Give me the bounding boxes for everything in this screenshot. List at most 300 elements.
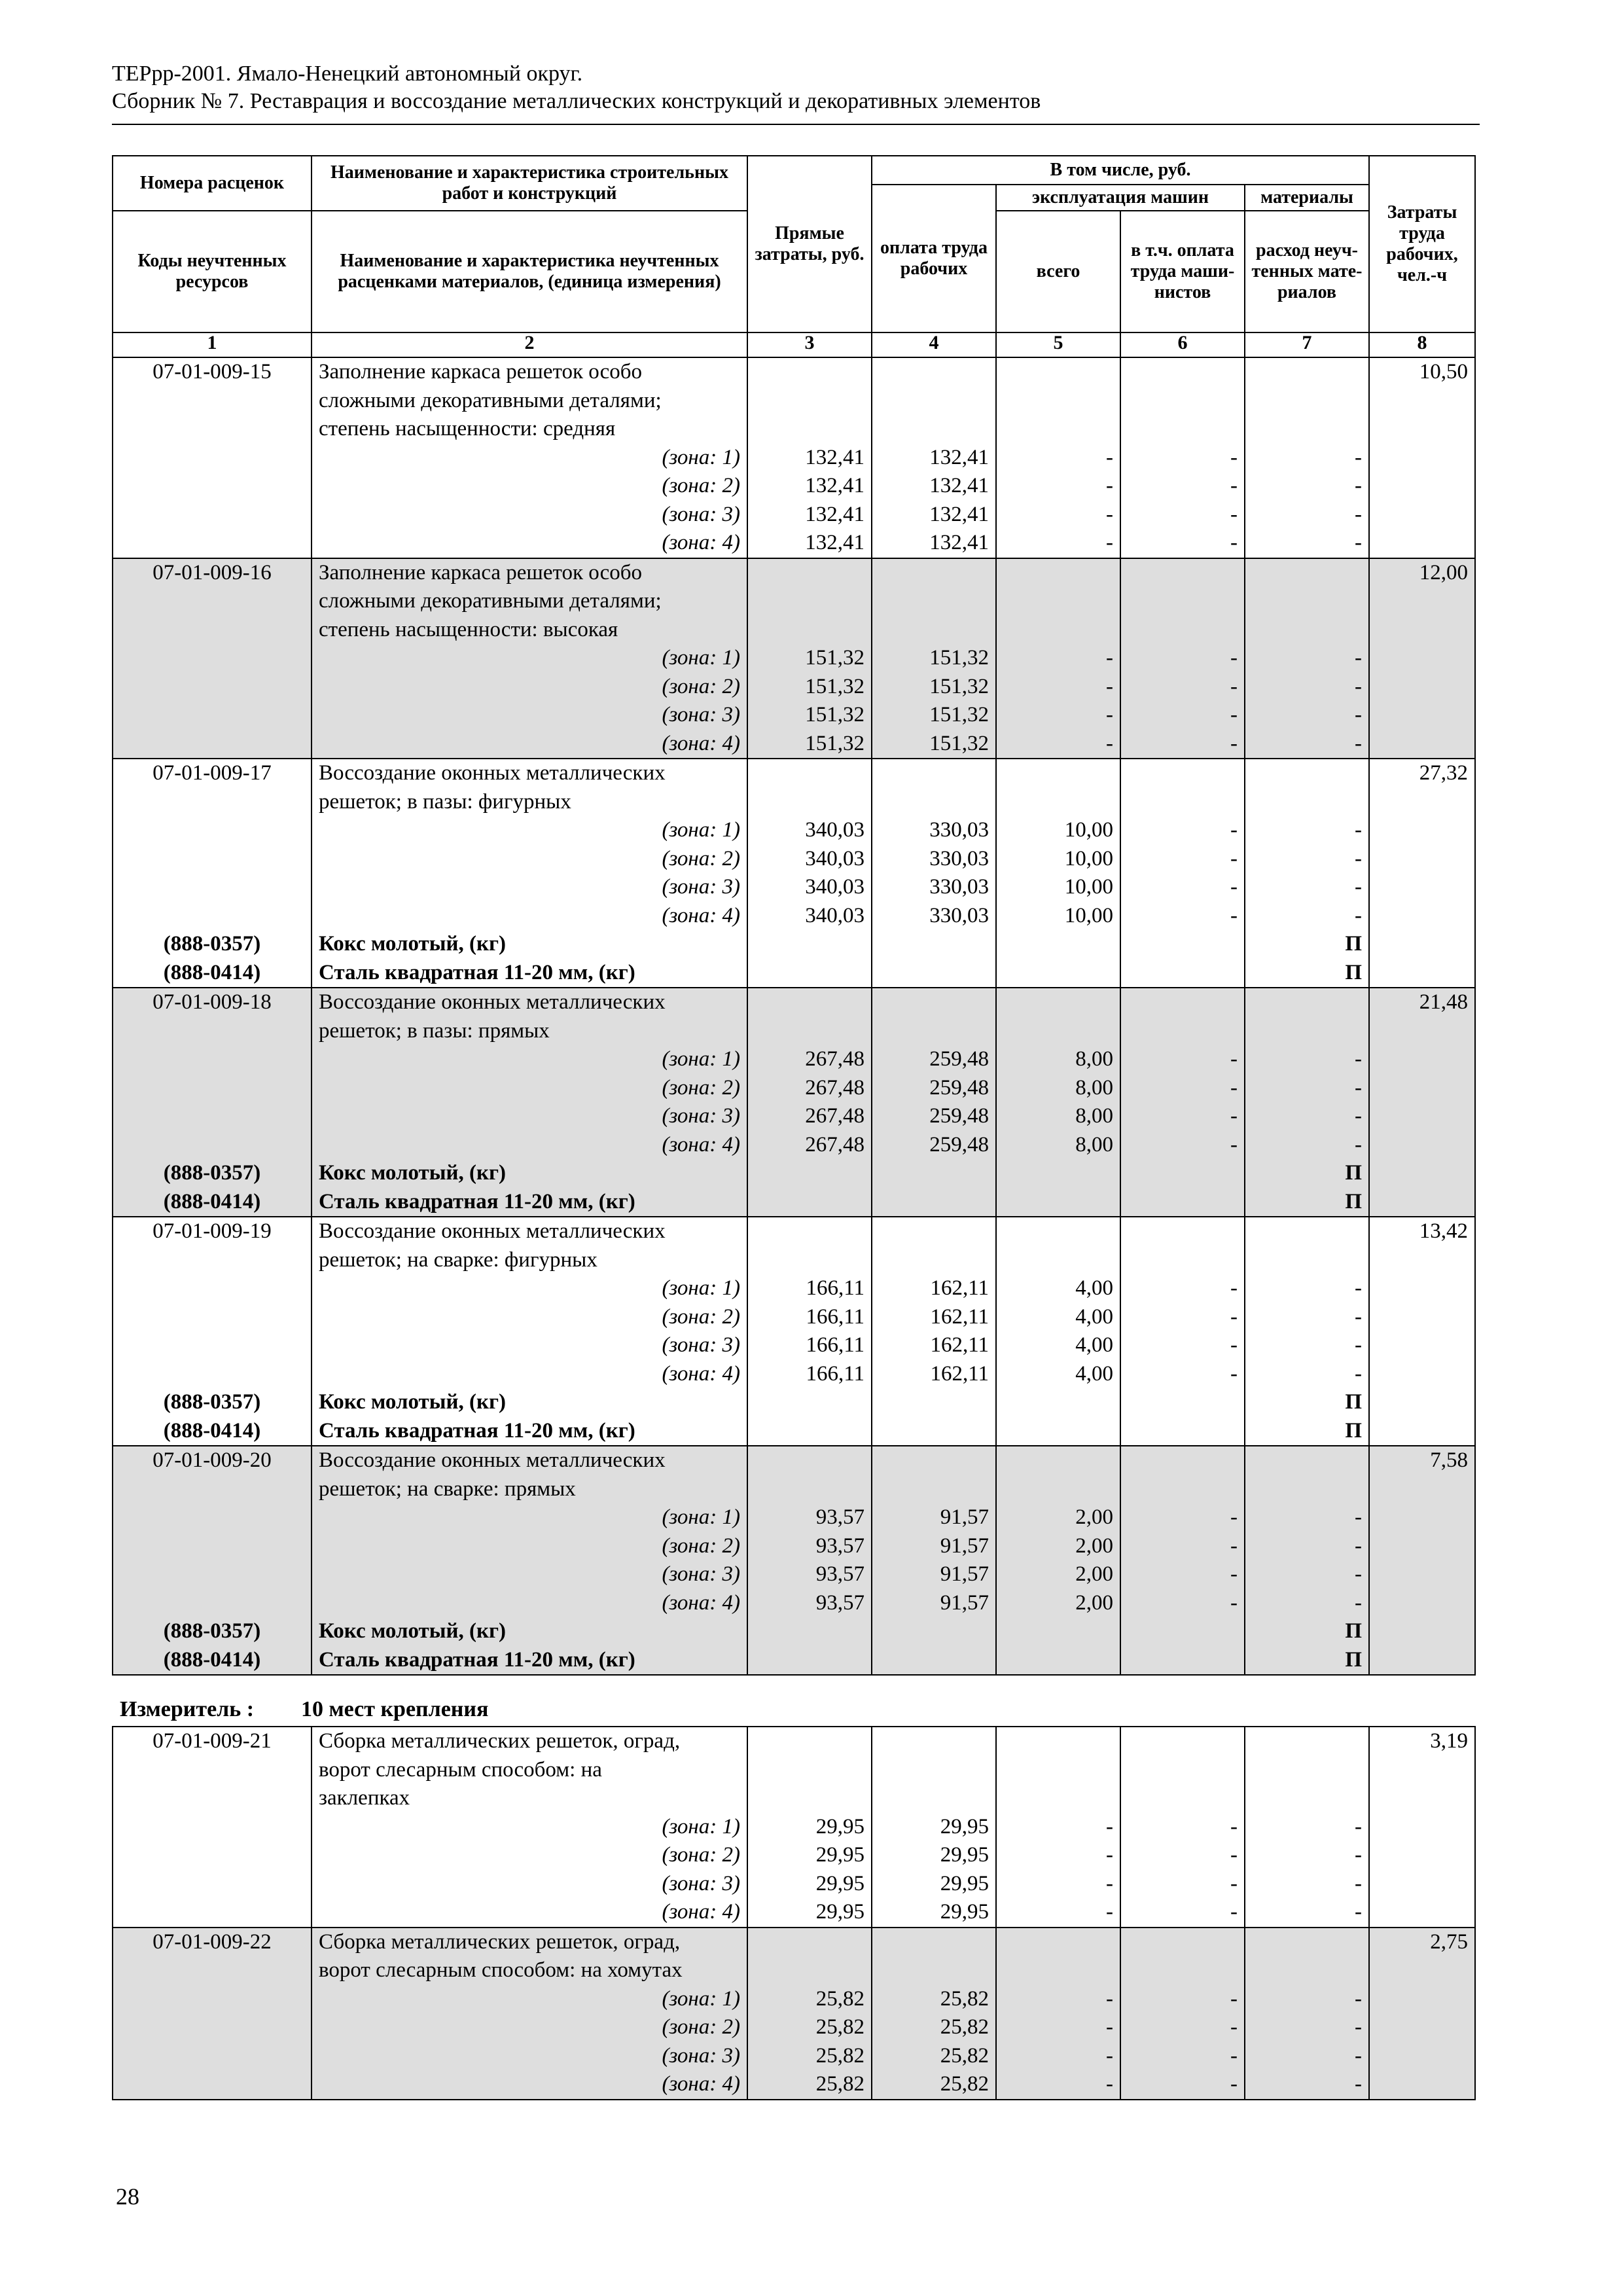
spacer <box>1252 1756 1362 1785</box>
rate-code: 07-01-009-19 <box>152 1219 272 1243</box>
rate-code: 07-01-009-15 <box>152 360 272 384</box>
spacer <box>879 387 989 416</box>
spacer <box>1128 387 1238 416</box>
spacer <box>755 1217 865 1246</box>
machine-total-cell <box>996 1928 1120 2100</box>
materials-value: - <box>1355 1562 1362 1586</box>
rate-description-line: Сборка металлических решеток, оград, <box>319 1729 681 1753</box>
machine-total-value: - <box>1106 1814 1113 1839</box>
spacer <box>1252 1446 1362 1475</box>
zone-label: (зона: 3) <box>662 1333 740 1357</box>
machine-total-value: 8,00 <box>1075 1047 1113 1071</box>
header-rule <box>112 124 1480 125</box>
labor-cost-cell <box>1369 1217 1475 1446</box>
zone-label: (зона: 2) <box>662 1534 740 1558</box>
spacer <box>1128 1727 1238 1756</box>
rate-description-line: ворот слесарным способом: на <box>319 1757 602 1782</box>
materials-value: - <box>1355 2072 1362 2096</box>
spacer <box>116 616 308 645</box>
materials-value: - <box>1355 1104 1362 1128</box>
materials-value: - <box>1355 1047 1362 1071</box>
materials-value: - <box>1355 1590 1362 1615</box>
rate-description-line: решеток; на сварке: прямых <box>319 1477 576 1501</box>
machine-labor-value: - <box>1230 445 1238 469</box>
resource-code: (888-0414) <box>163 960 261 984</box>
spacer <box>879 1217 989 1246</box>
col-number: 6 <box>1120 332 1245 357</box>
zone-label: (зона: 3) <box>662 502 740 526</box>
col-machine-op: эксплуатация машин <box>996 185 1245 211</box>
col-number: 3 <box>747 332 872 357</box>
materials-cell <box>1245 1217 1369 1446</box>
resource-mark: П <box>1345 960 1362 984</box>
rate-entry-row <box>113 988 1475 1217</box>
machine-labor-value: - <box>1230 1900 1238 1924</box>
page-number: 28 <box>116 2183 139 2210</box>
machine-labor-value: - <box>1230 531 1238 554</box>
spacer <box>1128 1784 1238 1813</box>
labor-cost-value: 7,58 <box>1430 1448 1468 1472</box>
zone-label: (зона: 4) <box>662 1900 740 1924</box>
spacer <box>879 587 989 616</box>
spacer <box>1003 358 1113 387</box>
rate-entry-row <box>113 357 1475 558</box>
machine-total-value: 4,00 <box>1075 1276 1113 1300</box>
direct-cost-value: 25,82 <box>815 2043 865 2068</box>
rate-code: 07-01-009-18 <box>152 990 272 1014</box>
direct-cost-value: 29,95 <box>815 1900 865 1924</box>
spacer <box>116 1985 308 2014</box>
machine-labor-value: - <box>1230 1075 1238 1100</box>
machine-total-value: 10,00 <box>1064 903 1113 927</box>
spacer <box>879 759 989 788</box>
rate-code: 07-01-009-16 <box>152 560 272 584</box>
resource-mark: П <box>1345 1418 1362 1443</box>
labor-pay-cell <box>872 759 996 988</box>
zone-label: (зона: 2) <box>662 846 740 870</box>
direct-cost-cell <box>747 1928 872 2100</box>
rate-code-cell <box>113 1217 312 1446</box>
zone-label: (зона: 3) <box>662 1104 740 1128</box>
machine-total-value: 2,00 <box>1075 1562 1113 1586</box>
labor-pay-value: 29,95 <box>940 1814 989 1839</box>
col-unaccounted-name: Наименование и характеристика неучтенных расценками материалов, (единица измерения) <box>312 211 747 332</box>
spacer <box>1252 759 1362 788</box>
col-number: 5 <box>996 332 1120 357</box>
col-number: 1 <box>113 332 312 357</box>
materials-cell <box>1245 1727 1369 1928</box>
labor-pay-cell <box>872 988 996 1217</box>
labor-pay-value: 25,82 <box>940 2043 989 2068</box>
spacer <box>755 415 865 444</box>
machine-total-value: 2,00 <box>1075 1590 1113 1615</box>
machine-total-value: - <box>1106 731 1113 755</box>
spacer <box>116 1274 308 1303</box>
materials-value: - <box>1355 445 1362 469</box>
spacer <box>755 1475 865 1504</box>
rate-description-line: ворот слесарным способом: на хомутах <box>319 1958 683 1982</box>
direct-cost-value: 267,48 <box>805 1047 865 1071</box>
materials-value: - <box>1355 875 1362 899</box>
direct-cost-value: 166,11 <box>806 1361 865 1386</box>
labor-pay-value: 91,57 <box>940 1505 989 1529</box>
spacer <box>1252 616 1362 645</box>
direct-cost-value: 166,11 <box>806 1333 865 1357</box>
machine-total-value: 8,00 <box>1075 1132 1113 1157</box>
spacer <box>116 845 308 874</box>
spacer <box>879 788 989 817</box>
zone-label: (зона: 3) <box>662 2043 740 2068</box>
rate-code-cell <box>113 1446 312 1675</box>
resource-mark: П <box>1345 1647 1362 1672</box>
spacer <box>879 1017 989 1046</box>
machine-labor-value: - <box>1230 846 1238 870</box>
resource-name: Кокс молотый, (кг) <box>319 932 507 956</box>
machine-total-cell <box>996 357 1120 558</box>
spacer <box>879 1956 989 1985</box>
materials-cell <box>1245 759 1369 988</box>
rate-desc-cell <box>312 1446 747 1675</box>
materials-value: - <box>1355 903 1362 927</box>
labor-pay-cell <box>872 357 996 558</box>
spacer <box>116 1360 308 1389</box>
machine-labor-value: - <box>1230 1562 1238 1586</box>
spacer <box>1376 1246 1468 1275</box>
zone-label: (зона: 1) <box>662 1047 740 1071</box>
rate-code: 07-01-009-22 <box>152 1929 272 1954</box>
machine-labor-value: - <box>1230 1590 1238 1615</box>
zone-label: (зона: 3) <box>662 875 740 899</box>
spacer <box>1252 1017 1362 1046</box>
direct-cost-value: 340,03 <box>805 818 865 842</box>
spacer <box>1128 415 1238 444</box>
zone-label: (зона: 1) <box>662 1986 740 2011</box>
machine-labor-value: - <box>1230 646 1238 670</box>
direct-cost-value: 340,03 <box>805 846 865 870</box>
materials-value: - <box>1355 846 1362 870</box>
page-header <box>112 60 1480 115</box>
direct-cost-value: 132,41 <box>805 502 865 526</box>
spacer <box>1003 1017 1113 1046</box>
spacer <box>1003 387 1113 416</box>
spacer <box>116 1756 308 1785</box>
spacer <box>116 816 308 845</box>
machine-total-value: - <box>1106 445 1113 469</box>
labor-pay-value: 151,32 <box>929 703 989 726</box>
machine-labor-value: - <box>1230 1333 1238 1357</box>
spacer <box>116 1841 308 1870</box>
spacer <box>1003 587 1113 616</box>
materials-value: - <box>1355 531 1362 554</box>
col-labor-cost: Затраты труда рабочих, чел.-ч <box>1369 156 1475 332</box>
resource-mark: П <box>1345 1189 1362 1213</box>
materials-value: - <box>1355 1505 1362 1529</box>
spacer <box>1003 415 1113 444</box>
col-name-char: Наименование и характеристика строительных работ и конструкций <box>312 156 747 211</box>
col-number: 2 <box>312 332 747 357</box>
machine-labor-value: - <box>1230 474 1238 497</box>
zone-label: (зона: 2) <box>662 1304 740 1329</box>
resource-code: (888-0357) <box>163 1619 261 1643</box>
machine-labor-value: - <box>1230 1814 1238 1839</box>
labor-cost-cell <box>1369 1928 1475 2100</box>
spacer <box>879 358 989 387</box>
spacer <box>116 673 308 702</box>
resource-code: (888-0357) <box>163 1390 261 1414</box>
col-machine-labor: в т.ч. оплата труда маши-нистов <box>1120 211 1245 332</box>
spacer <box>1003 1756 1113 1785</box>
materials-value: - <box>1355 502 1362 526</box>
materials-value: - <box>1355 818 1362 842</box>
rate-code: 07-01-009-20 <box>152 1448 272 1472</box>
labor-pay-value: 259,48 <box>929 1075 989 1100</box>
labor-pay-value: 132,41 <box>929 502 989 526</box>
machine-labor-value: - <box>1230 1276 1238 1300</box>
resource-mark: П <box>1345 1161 1362 1185</box>
spacer <box>116 587 308 616</box>
spacer <box>755 1928 865 1957</box>
machine-total-value: 2,00 <box>1075 1534 1113 1558</box>
rate-entry-row <box>113 558 1475 759</box>
zone-label: (зона: 3) <box>662 1562 740 1586</box>
spacer <box>116 1813 308 1842</box>
direct-cost-value: 93,57 <box>815 1562 865 1586</box>
spacer <box>1003 988 1113 1017</box>
spacer <box>879 1475 989 1504</box>
materials-value: - <box>1355 1361 1362 1386</box>
spacer <box>1376 415 1468 444</box>
zone-label: (зона: 1) <box>662 646 740 670</box>
spacer <box>116 2042 308 2071</box>
zone-label: (зона: 4) <box>662 1590 740 1615</box>
spacer <box>1128 788 1238 817</box>
rate-description-line: Заполнение каркаса решеток особо <box>319 360 643 384</box>
labor-pay-cell <box>872 1217 996 1446</box>
materials-value: - <box>1355 1304 1362 1329</box>
spacer <box>116 1331 308 1360</box>
machine-labor-value: - <box>1230 818 1238 842</box>
labor-pay-value: 132,41 <box>929 445 989 469</box>
machine-labor-cell <box>1120 558 1245 759</box>
rate-code-cell <box>113 759 312 988</box>
machine-total-value: 10,00 <box>1064 875 1113 899</box>
labor-pay-value: 151,32 <box>929 731 989 755</box>
rate-description-line: решеток; в пазы: фигурных <box>319 789 571 814</box>
spacer <box>1128 1756 1238 1785</box>
resource-name: Сталь квадратная 11-20 мм, (кг) <box>319 1647 635 1672</box>
machine-total-value: - <box>1106 2043 1113 2068</box>
materials-value: - <box>1355 1986 1362 2011</box>
direct-cost-value: 132,41 <box>805 474 865 497</box>
spacer <box>116 701 308 730</box>
spacer <box>1376 788 1468 817</box>
labor-cost-value: 10,50 <box>1419 360 1468 384</box>
col-machine-total: всего <box>996 211 1120 332</box>
labor-pay-value: 25,82 <box>940 2072 989 2096</box>
direct-cost-value: 93,57 <box>815 1534 865 1558</box>
col-rate-number: Номера расценок <box>113 156 312 211</box>
spacer <box>116 1898 308 1927</box>
labor-pay-value: 132,41 <box>929 531 989 554</box>
spacer <box>1003 1217 1113 1246</box>
spacer <box>1252 1928 1362 1957</box>
direct-cost-value: 151,32 <box>805 646 865 670</box>
direct-cost-value: 25,82 <box>815 1986 865 2011</box>
col-labor-pay: оплата труда рабочих <box>872 185 996 332</box>
rate-description-line: Воссоздание оконных металлических <box>319 1219 666 1243</box>
machine-labor-value: - <box>1230 875 1238 899</box>
spacer <box>1252 988 1362 1017</box>
machine-labor-cell <box>1120 1217 1245 1446</box>
rate-code-cell <box>113 357 312 558</box>
materials-value: - <box>1355 1843 1362 1867</box>
machine-labor-value: - <box>1230 502 1238 526</box>
labor-cost-value: 21,48 <box>1419 990 1468 1014</box>
direct-cost-value: 29,95 <box>815 1814 865 1839</box>
materials-value: - <box>1355 674 1362 698</box>
spacer <box>116 1589 308 1618</box>
spacer <box>755 1756 865 1785</box>
resource-code: (888-0414) <box>163 1189 261 1213</box>
machine-labor-value: - <box>1230 1304 1238 1329</box>
rates-table <box>112 155 1476 1676</box>
spacer <box>879 1928 989 1957</box>
rate-description-line: Воссоздание оконных металлических <box>319 1448 666 1472</box>
resource-code: (888-0414) <box>163 1418 261 1443</box>
zone-label: (зона: 4) <box>662 903 740 927</box>
machine-total-cell <box>996 1727 1120 1928</box>
rates-table-2 <box>112 1726 1476 2100</box>
spacer <box>116 1560 308 1589</box>
rate-description-line: решеток; на сварке: фигурных <box>319 1247 597 1272</box>
machine-total-cell <box>996 1217 1120 1446</box>
rate-desc-cell <box>312 357 747 558</box>
labor-pay-value: 91,57 <box>940 1534 989 1558</box>
machine-total-value: - <box>1106 703 1113 726</box>
labor-pay-value: 162,11 <box>930 1361 989 1386</box>
machine-total-value: - <box>1106 646 1113 670</box>
machine-total-value: - <box>1106 2072 1113 2096</box>
spacer <box>1128 1928 1238 1957</box>
header-subtitle: Сборник № 7. Реставрация и воссоздание металлических конструкций и декоративных элементов <box>112 89 1041 113</box>
labor-pay-value: 162,11 <box>930 1304 989 1329</box>
labor-cost-cell <box>1369 558 1475 759</box>
spacer <box>1003 1956 1113 1985</box>
machine-total-value: - <box>1106 1900 1113 1924</box>
zone-label: (зона: 3) <box>662 1871 740 1895</box>
spacer <box>879 1727 989 1756</box>
zone-label: (зона: 4) <box>662 531 740 554</box>
spacer <box>116 1074 308 1103</box>
spacer <box>1003 616 1113 645</box>
direct-cost-value: 29,95 <box>815 1871 865 1895</box>
rates-table-body <box>113 357 1475 1675</box>
spacer <box>116 1102 308 1131</box>
labor-cost-value: 13,42 <box>1419 1219 1468 1243</box>
spacer <box>1376 587 1468 616</box>
materials-cell <box>1245 357 1369 558</box>
rate-desc-cell <box>312 558 747 759</box>
machine-total-value: 10,00 <box>1064 818 1113 842</box>
direct-cost-value: 151,32 <box>805 703 865 726</box>
spacer <box>755 559 865 588</box>
labor-cost-value: 12,00 <box>1419 560 1468 584</box>
meter-value: 10 мест крепления <box>301 1697 489 1721</box>
zone-label: (зона: 2) <box>662 1075 740 1100</box>
machine-labor-value: - <box>1230 2072 1238 2096</box>
spacer <box>1128 1217 1238 1246</box>
labor-cost-value: 3,19 <box>1430 1729 1468 1753</box>
resource-code: (888-0414) <box>163 1647 261 1672</box>
labor-pay-value: 25,82 <box>940 2015 989 2039</box>
spacer <box>1252 1217 1362 1246</box>
spacer <box>879 616 989 645</box>
materials-cell <box>1245 558 1369 759</box>
machine-labor-value: - <box>1230 1505 1238 1529</box>
labor-pay-value: 91,57 <box>940 1590 989 1615</box>
machine-labor-value: - <box>1230 1534 1238 1558</box>
spacer <box>116 1475 308 1504</box>
labor-cost-cell <box>1369 988 1475 1217</box>
spacer <box>879 1246 989 1275</box>
machine-total-value: 4,00 <box>1075 1304 1113 1329</box>
machine-total-value: 10,00 <box>1064 846 1113 870</box>
rate-description-line: сложными декоративными деталями; <box>319 388 662 412</box>
header-title: ТЕРрр-2001. Ямало-Ненецкий автономный округ. <box>112 62 583 86</box>
spacer <box>116 1131 308 1160</box>
rate-entry-row <box>113 1217 1475 1446</box>
zone-label: (зона: 4) <box>662 1132 740 1157</box>
machine-labor-value: - <box>1230 1132 1238 1157</box>
spacer <box>1376 1784 1468 1813</box>
materials-value: - <box>1355 1871 1362 1895</box>
materials-value: - <box>1355 731 1362 755</box>
resource-code: (888-0357) <box>163 1161 261 1185</box>
spacer <box>1376 1017 1468 1046</box>
spacer <box>116 788 308 817</box>
col-number: 8 <box>1369 332 1475 357</box>
machine-labor-cell <box>1120 357 1245 558</box>
spacer <box>116 1045 308 1074</box>
materials-value: - <box>1355 646 1362 670</box>
spacer <box>116 1017 308 1046</box>
materials-value: - <box>1355 1900 1362 1924</box>
rate-code-cell <box>113 988 312 1217</box>
direct-cost-value: 25,82 <box>815 2015 865 2039</box>
spacer <box>879 559 989 588</box>
spacer <box>755 587 865 616</box>
resource-code: (888-0357) <box>163 932 261 956</box>
rate-code-cell <box>113 1727 312 1928</box>
spacer <box>116 873 308 902</box>
spacer <box>116 2013 308 2042</box>
spacer <box>1003 1246 1113 1275</box>
labor-pay-value: 29,95 <box>940 1843 989 1867</box>
direct-cost-value: 132,41 <box>805 531 865 554</box>
spacer <box>1003 559 1113 588</box>
labor-pay-value: 91,57 <box>940 1562 989 1586</box>
rate-description-line: Воссоздание оконных металлических <box>319 761 666 785</box>
spacer <box>879 1446 989 1475</box>
direct-cost-value: 166,11 <box>806 1276 865 1300</box>
materials-cell <box>1245 1928 1369 2100</box>
direct-cost-value: 25,82 <box>815 2072 865 2096</box>
spacer <box>116 902 308 931</box>
direct-cost-value: 151,32 <box>805 674 865 698</box>
rate-description-line: Сборка металлических решеток, оград, <box>319 1929 681 1954</box>
direct-cost-cell <box>747 1217 872 1446</box>
machine-total-value: 8,00 <box>1075 1104 1113 1128</box>
